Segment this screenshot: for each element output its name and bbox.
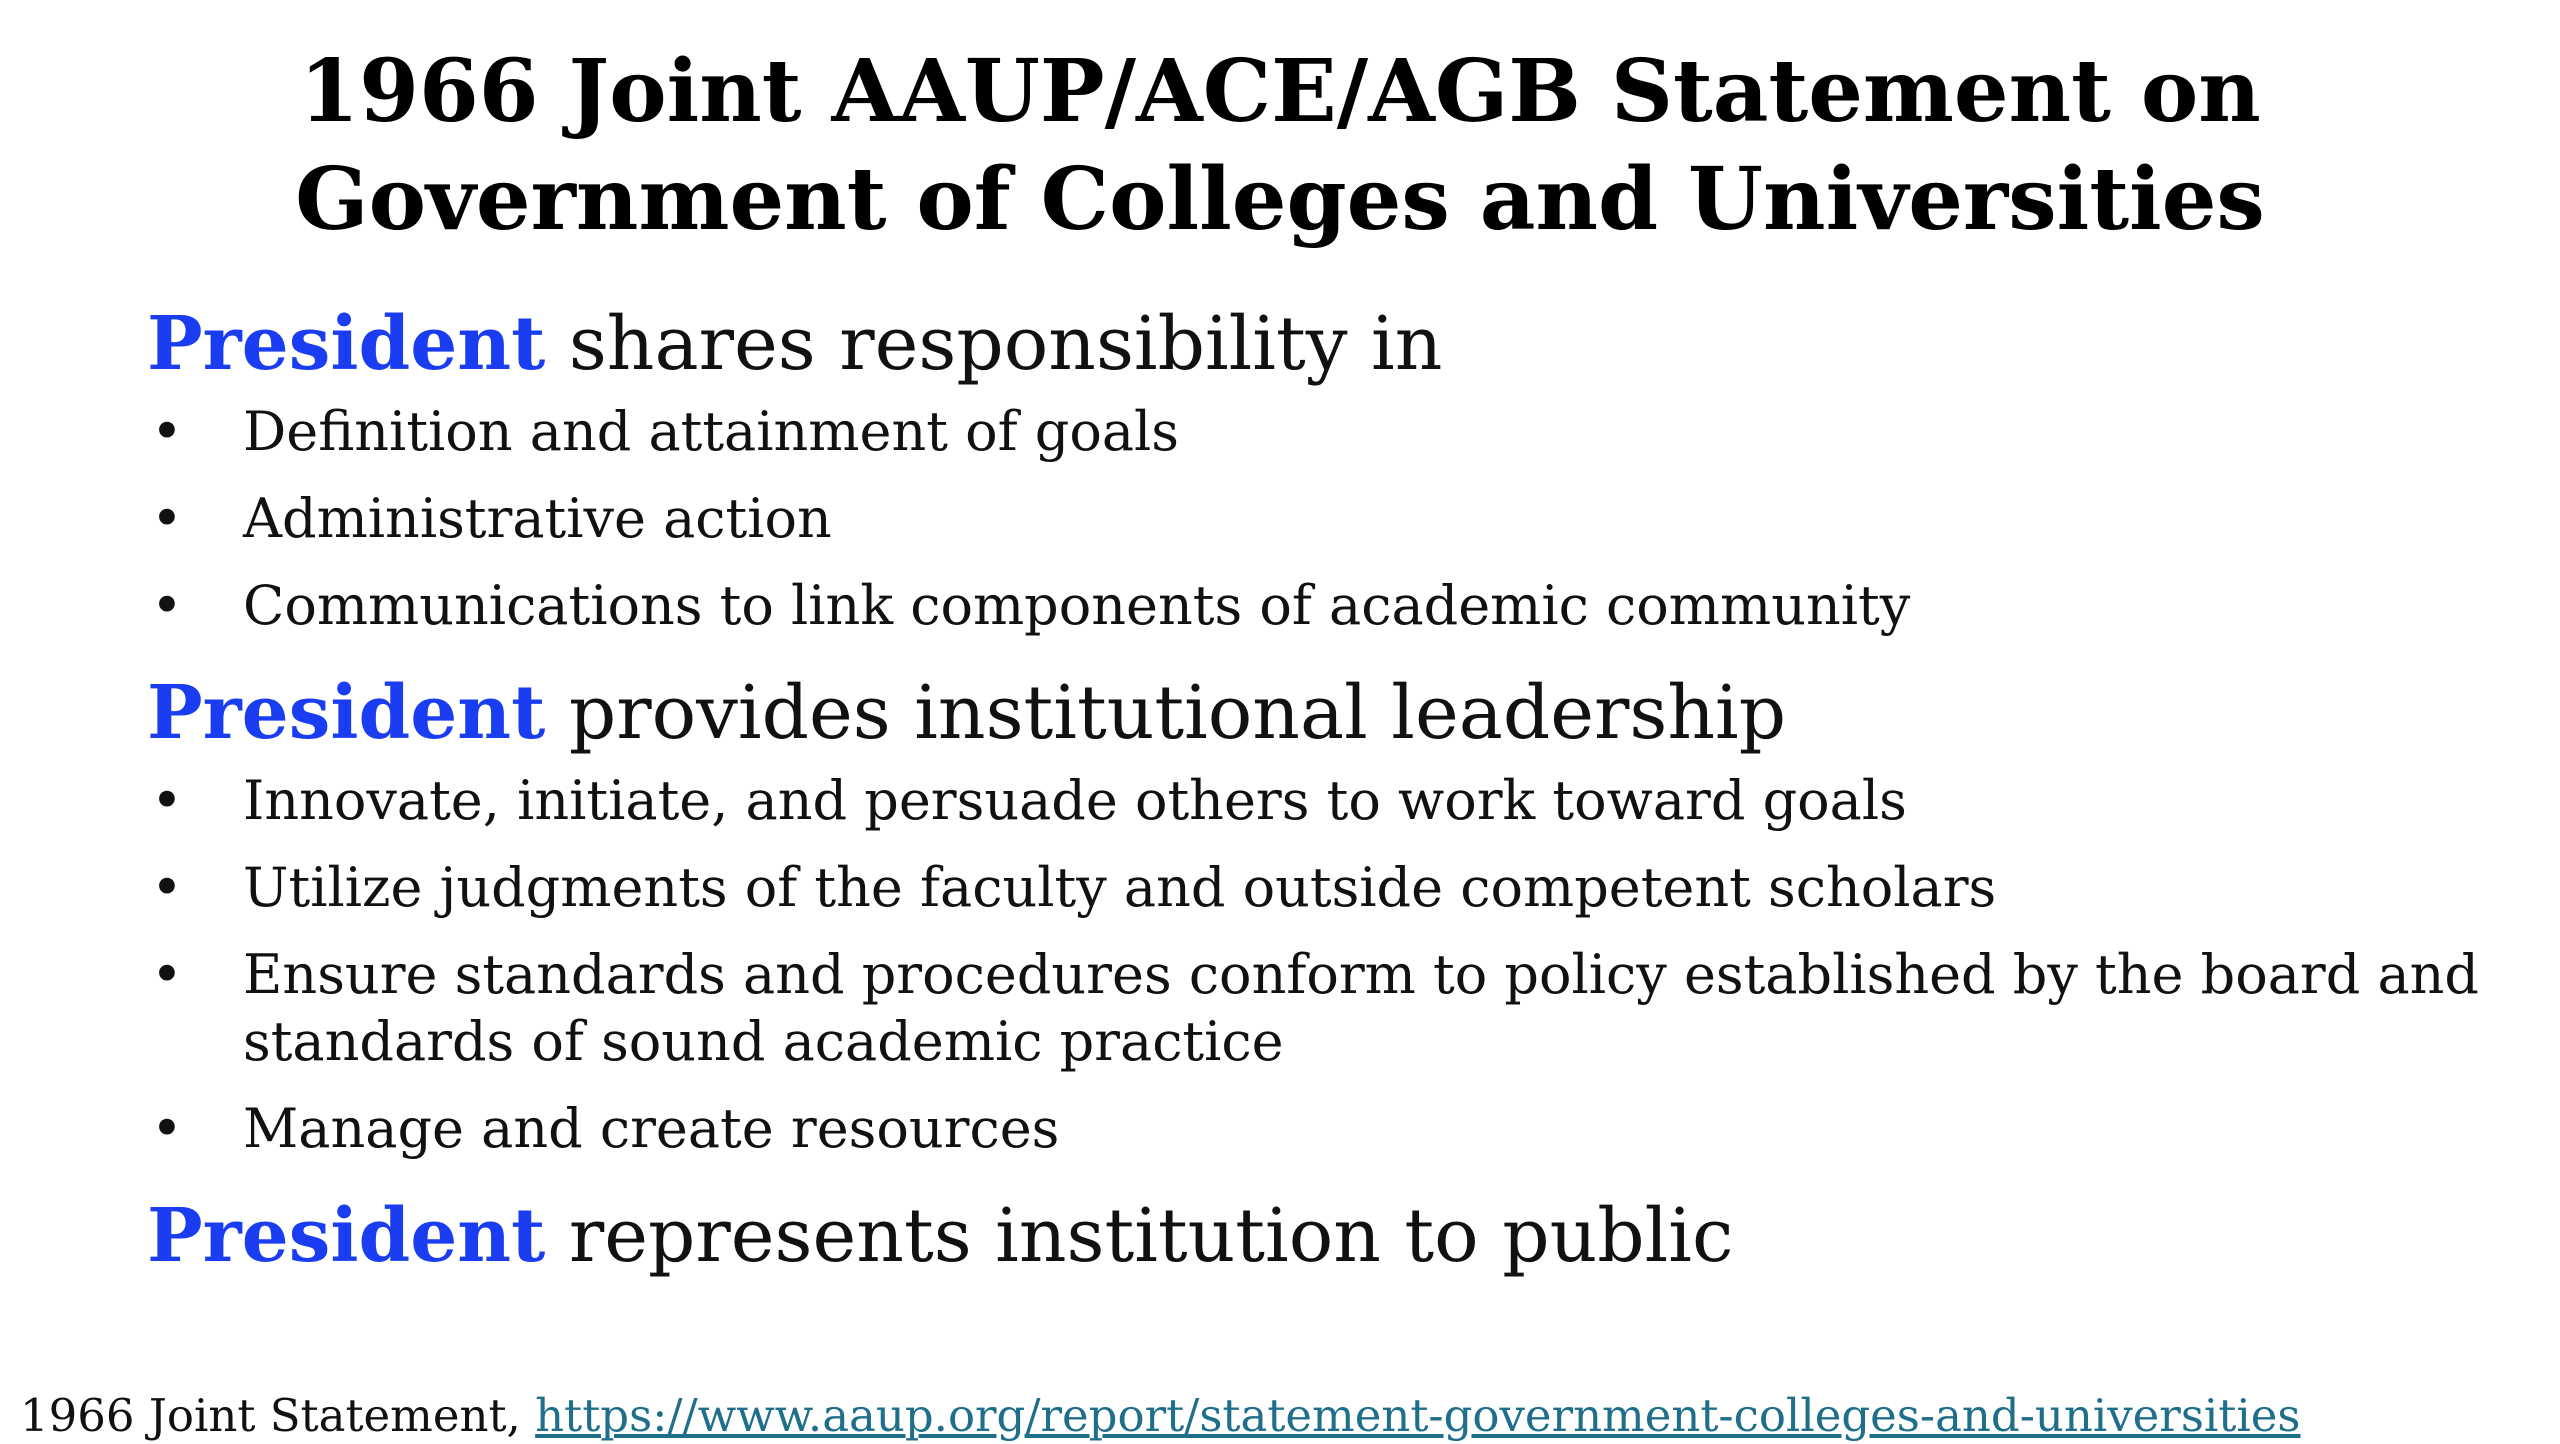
bullet-item <box>147 941 2527 1075</box>
bullet-dot-icon: • <box>151 856 183 919</box>
bullet-text: Ensure standards and procedures conform to policy established by the board and standards of sound academic practice <box>243 943 2479 1073</box>
section-heading-text: shares responsibility in <box>545 301 1443 387</box>
title-line-1: 1966 Joint AAUP/ACE/AGB Statement on <box>299 41 2261 142</box>
section-keyword: President <box>147 1193 546 1279</box>
bullet-dot-icon: • <box>151 400 183 463</box>
bullet-dot-icon: • <box>151 943 183 1006</box>
slide-title <box>0 38 2560 254</box>
bullet-item <box>147 398 2527 465</box>
section-heading-institutional-leadership <box>147 667 2527 759</box>
title-line-2: Government of Colleges and Universities <box>295 149 2265 250</box>
bullet-dot-icon: • <box>151 769 183 832</box>
footer-source-link[interactable]: https://www.aaup.org/report/statement-government-colleges-and-universities <box>535 1389 2301 1442</box>
bullet-text: Innovate, initiate, and persuade others to work toward goals <box>243 769 1907 832</box>
bullet-item <box>147 572 2527 639</box>
section-heading-represents-institution <box>147 1190 2527 1282</box>
bullet-text: Utilize judgments of the faculty and outside competent scholars <box>243 856 1997 919</box>
section-keyword: President <box>147 670 546 756</box>
bullet-dot-icon: • <box>151 487 183 550</box>
bullet-item <box>147 854 2527 921</box>
bullet-text: Manage and create resources <box>243 1097 1060 1160</box>
section-heading-shares-responsibility <box>147 298 2527 390</box>
bullet-item <box>147 1095 2527 1162</box>
bullet-item <box>147 767 2527 834</box>
bullet-dot-icon: • <box>151 574 183 637</box>
footer-label: 1966 Joint Statement, <box>20 1389 536 1442</box>
bullet-text: Administrative action <box>243 487 832 550</box>
section-heading-text: represents institution to public <box>545 1193 1734 1279</box>
footer-citation <box>20 1388 2301 1444</box>
slide-content <box>147 298 2527 1282</box>
bullet-list-responsibilities <box>147 398 2527 639</box>
bullet-dot-icon: • <box>151 1097 183 1160</box>
bullet-text: Communications to link components of academic community <box>243 574 1911 637</box>
bullet-text: Definition and attainment of goals <box>243 400 1180 463</box>
section-keyword: President <box>147 301 546 387</box>
bullet-list-leadership <box>147 767 2527 1162</box>
bullet-item <box>147 485 2527 552</box>
section-heading-text: provides institutional leadership <box>545 670 1787 756</box>
